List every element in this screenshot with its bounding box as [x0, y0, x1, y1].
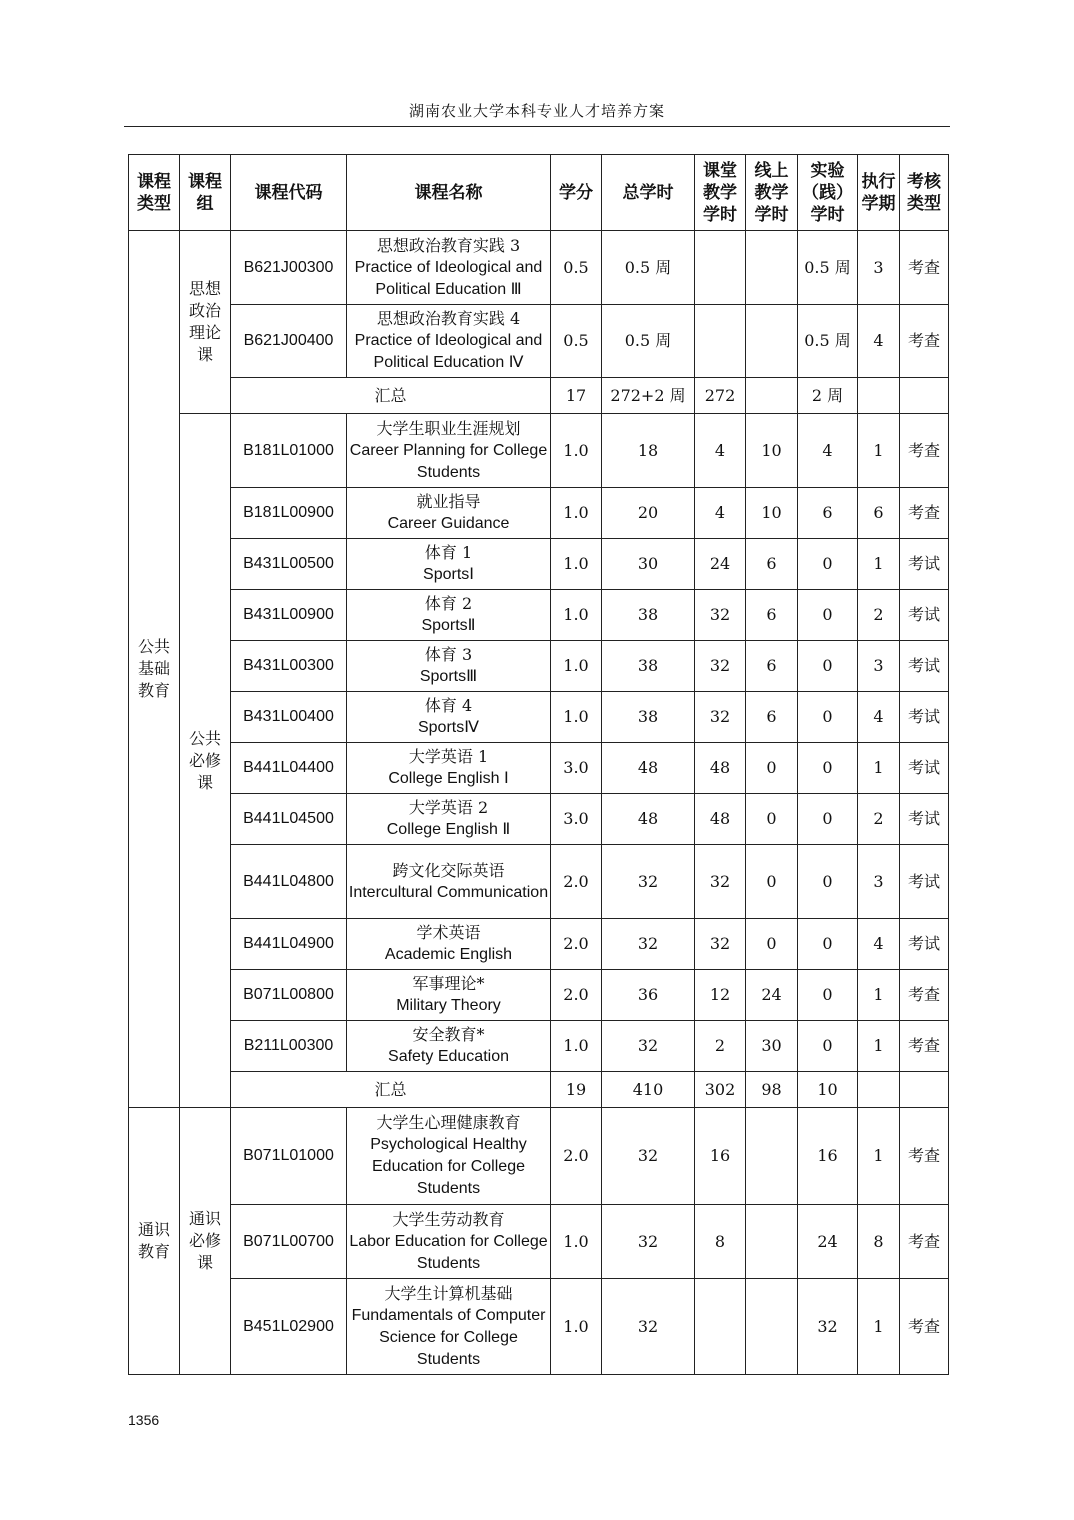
- course-name-cn: 大学生劳动教育: [392, 1209, 505, 1229]
- term-cell: 1: [858, 970, 900, 1021]
- course-code: B621J00300: [231, 231, 347, 305]
- table-header-row: [129, 155, 949, 231]
- course-name-en: College English Ⅰ: [388, 770, 509, 787]
- table-row: [129, 794, 949, 845]
- course-name: [347, 590, 551, 641]
- class-hours-cell: [695, 1279, 746, 1375]
- col-code-header: 课程代码: [231, 155, 347, 231]
- course-code: B181L01000: [231, 414, 347, 488]
- total-hours-cell: 32: [602, 845, 695, 919]
- credit-cell: 3.0: [551, 794, 602, 845]
- course-code: B071L00800: [231, 970, 347, 1021]
- assessment-cell: 考试: [900, 919, 949, 970]
- table-row: [129, 641, 949, 692]
- col-name-header: 课程名称: [347, 155, 551, 231]
- table-row: [129, 590, 949, 641]
- course-name-en: Safety Education: [388, 1048, 509, 1065]
- practice-hours-cell: 0: [798, 641, 858, 692]
- credit-cell: 1.0: [551, 488, 602, 539]
- group-ideology: 思想 政治 理论 课: [180, 231, 231, 414]
- credit-cell: 3.0: [551, 743, 602, 794]
- total-hours-cell: 48: [602, 794, 695, 845]
- practice-hours-cell: 0: [798, 919, 858, 970]
- online-hours-cell: [746, 231, 798, 305]
- online-hours-cell: 24: [746, 970, 798, 1021]
- table-row: [129, 1108, 949, 1205]
- assessment-cell: 考查: [900, 1279, 949, 1375]
- course-name: [347, 1021, 551, 1072]
- total-hours-cell: 32: [602, 1205, 695, 1279]
- assessment-cell: 考查: [900, 970, 949, 1021]
- practice-hours-cell: 32: [798, 1279, 858, 1375]
- course-name-cn: 体育 4: [424, 696, 473, 715]
- col-group-header: 课程 组: [180, 155, 231, 231]
- assessment-cell: 考试: [900, 743, 949, 794]
- total-hours-cell: 32: [602, 1021, 695, 1072]
- credit-cell: 1.0: [551, 692, 602, 743]
- total-hours-cell: 32: [602, 1108, 695, 1205]
- credit-cell: 2.0: [551, 1108, 602, 1205]
- class-hours-cell: 4: [695, 414, 746, 488]
- term-cell: 1: [858, 1021, 900, 1072]
- online-hours-cell: [746, 1108, 798, 1205]
- course-name: [347, 1205, 551, 1279]
- online-hours-cell: 6: [746, 641, 798, 692]
- course-name: [347, 488, 551, 539]
- table-row: [129, 1279, 949, 1375]
- table-row: [129, 1021, 949, 1072]
- course-name: [347, 919, 551, 970]
- total-hours-cell: 38: [602, 641, 695, 692]
- course-code: B071L00700: [231, 1205, 347, 1279]
- page-header: 湖南农业大学本科专业人才培养方案: [124, 100, 950, 127]
- term-cell: 3: [858, 845, 900, 919]
- course-name-cn: 体育 3: [424, 645, 473, 664]
- online-hours-cell: 30: [746, 1021, 798, 1072]
- class-hours-cell: 48: [695, 794, 746, 845]
- credit-cell: 1.0: [551, 590, 602, 641]
- category-general: 通识 教育: [129, 1108, 180, 1375]
- course-code: B441L04400: [231, 743, 347, 794]
- summary-term: [858, 1072, 900, 1108]
- course-code: B621J00400: [231, 305, 347, 378]
- course-name-en: Career Guidance: [387, 515, 510, 532]
- course-name-en: Career Planning for College Students: [349, 441, 548, 481]
- term-cell: 3: [858, 641, 900, 692]
- table-row: [129, 414, 949, 488]
- total-hours-cell: 36: [602, 970, 695, 1021]
- practice-hours-cell: 0.5 周: [798, 305, 858, 378]
- credit-cell: 2.0: [551, 919, 602, 970]
- course-name-cn: 安全教育*: [412, 1025, 485, 1044]
- total-hours-cell: 0.5 周: [602, 305, 695, 378]
- practice-hours-cell: 0: [798, 794, 858, 845]
- col-term-header: 执行 学期: [858, 155, 900, 231]
- assessment-cell: 考查: [900, 231, 949, 305]
- course-name-en: Labor Education for College Students: [349, 1232, 548, 1272]
- col-assessment-header: 考核 类型: [900, 155, 949, 231]
- summary-credit: 17: [551, 378, 602, 414]
- course-code: B071L01000: [231, 1108, 347, 1205]
- course-name: [347, 794, 551, 845]
- col-class-hours-header: 课堂 教学 学时: [695, 155, 746, 231]
- credit-cell: 2.0: [551, 970, 602, 1021]
- summary-term: [858, 378, 900, 414]
- practice-hours-cell: 24: [798, 1205, 858, 1279]
- course-name: [347, 231, 551, 305]
- assessment-cell: 考查: [900, 414, 949, 488]
- course-code: B451L02900: [231, 1279, 347, 1375]
- term-cell: 1: [858, 414, 900, 488]
- course-name-en: SportsⅣ: [417, 719, 479, 736]
- term-cell: 4: [858, 919, 900, 970]
- table-row: [129, 743, 949, 794]
- table-row: [129, 539, 949, 590]
- online-hours-cell: 0: [746, 794, 798, 845]
- table-row: [129, 845, 949, 919]
- course-code: B441L04800: [231, 845, 347, 919]
- course-name-en: SportsⅠ: [423, 566, 474, 583]
- class-hours-cell: 12: [695, 970, 746, 1021]
- course-name-en: SportsⅢ: [419, 668, 478, 685]
- summary-assessment: [900, 378, 949, 414]
- course-name: [347, 743, 551, 794]
- course-name-en: Practice of Ideological and Political Education Ⅲ: [354, 258, 543, 298]
- assessment-cell: 考查: [900, 1108, 949, 1205]
- category-public-basic: 公共 基础 教育: [129, 231, 180, 1108]
- course-name-cn: 大学生职业生涯规划: [376, 418, 521, 438]
- class-hours-cell: 4: [695, 488, 746, 539]
- summary-label: 汇总: [231, 378, 551, 414]
- summary-credit: 19: [551, 1072, 602, 1108]
- credit-cell: 1.0: [551, 1205, 602, 1279]
- table-row: [129, 919, 949, 970]
- course-name-cn: 学术英语: [416, 923, 481, 942]
- practice-hours-cell: 0: [798, 539, 858, 590]
- total-hours-cell: 38: [602, 590, 695, 641]
- practice-hours-cell: 0: [798, 743, 858, 794]
- course-name-en: Academic English: [384, 946, 513, 963]
- credit-cell: 1.0: [551, 414, 602, 488]
- col-category-header: 课程 类型: [129, 155, 180, 231]
- course-name-cn: 大学生心理健康教育: [376, 1113, 521, 1132]
- total-hours-cell: 32: [602, 1279, 695, 1375]
- summary-total-hours: 272+2 周: [602, 378, 695, 414]
- total-hours-cell: 48: [602, 743, 695, 794]
- practice-hours-cell: 4: [798, 414, 858, 488]
- summary-online-hours: [746, 378, 798, 414]
- course-name-cn: 跨文化交际英语: [392, 860, 505, 880]
- course-name-cn: 就业指导: [416, 492, 481, 511]
- credit-cell: 0.5: [551, 231, 602, 305]
- practice-hours-cell: 0: [798, 970, 858, 1021]
- course-code: B431L00300: [231, 641, 347, 692]
- term-cell: 1: [858, 743, 900, 794]
- class-hours-cell: 32: [695, 919, 746, 970]
- course-name-cn: 体育 2: [424, 594, 473, 613]
- term-cell: 6: [858, 488, 900, 539]
- term-cell: 4: [858, 692, 900, 743]
- practice-hours-cell: 16: [798, 1108, 858, 1205]
- summary-total-hours: 410: [602, 1072, 695, 1108]
- col-online-hours-header: 线上 教学 学时: [746, 155, 798, 231]
- assessment-cell: 考查: [900, 1021, 949, 1072]
- online-hours-cell: [746, 1279, 798, 1375]
- term-cell: 2: [858, 590, 900, 641]
- course-name-cn: 大学英语 1: [408, 747, 489, 766]
- online-hours-cell: [746, 1205, 798, 1279]
- summary-practice-hours: 2 周: [798, 378, 858, 414]
- summary-class-hours: 302: [695, 1072, 746, 1108]
- class-hours-cell: 32: [695, 692, 746, 743]
- online-hours-cell: [746, 305, 798, 378]
- course-code: B441L04900: [231, 919, 347, 970]
- course-name-en: Intercultural Communication: [348, 883, 549, 901]
- total-hours-cell: 20: [602, 488, 695, 539]
- course-name-cn: 思想政治教育实践 3: [376, 235, 521, 255]
- summary-class-hours: 272: [695, 378, 746, 414]
- course-code: B431L00900: [231, 590, 347, 641]
- online-hours-cell: 0: [746, 845, 798, 919]
- assessment-cell: 考试: [900, 794, 949, 845]
- online-hours-cell: 0: [746, 919, 798, 970]
- course-code: B181L00900: [231, 488, 347, 539]
- course-name: [347, 641, 551, 692]
- term-cell: 1: [858, 539, 900, 590]
- assessment-cell: 考试: [900, 692, 949, 743]
- table-row: [129, 231, 949, 305]
- col-credit-header: 学分: [551, 155, 602, 231]
- credit-cell: 1.0: [551, 539, 602, 590]
- summary-row: [129, 378, 949, 414]
- practice-hours-cell: 0.5 周: [798, 231, 858, 305]
- course-name: [347, 1108, 551, 1205]
- class-hours-cell: 32: [695, 641, 746, 692]
- online-hours-cell: 6: [746, 539, 798, 590]
- course-code: B431L00500: [231, 539, 347, 590]
- practice-hours-cell: 0: [798, 590, 858, 641]
- course-name-cn: 军事理论*: [412, 974, 485, 993]
- course-code: B431L00400: [231, 692, 347, 743]
- practice-hours-cell: 0: [798, 1021, 858, 1072]
- table-row: [129, 488, 949, 539]
- course-name-en: Practice of Ideological and Political Education Ⅳ: [354, 332, 543, 371]
- course-name: [347, 414, 551, 488]
- term-cell: 3: [858, 231, 900, 305]
- course-code: B211L00300: [231, 1021, 347, 1072]
- class-hours-cell: [695, 305, 746, 378]
- summary-online-hours: 98: [746, 1072, 798, 1108]
- course-name: [347, 539, 551, 590]
- online-hours-cell: 10: [746, 414, 798, 488]
- assessment-cell: 考查: [900, 488, 949, 539]
- summary-practice-hours: 10: [798, 1072, 858, 1108]
- total-hours-cell: 30: [602, 539, 695, 590]
- group-public-required: 公共 必修 课: [180, 414, 231, 1108]
- online-hours-cell: 6: [746, 692, 798, 743]
- course-name-cn: 大学生计算机基础: [384, 1283, 513, 1303]
- total-hours-cell: 0.5 周: [602, 231, 695, 305]
- table-row: [129, 1205, 949, 1279]
- class-hours-cell: 2: [695, 1021, 746, 1072]
- course-name-cn: 体育 1: [424, 543, 473, 562]
- course-name-en: Fundamentals of Computer Science for College Students: [351, 1306, 546, 1368]
- course-name: [347, 970, 551, 1021]
- table-row: [129, 970, 949, 1021]
- course-name: [347, 692, 551, 743]
- practice-hours-cell: 0: [798, 845, 858, 919]
- col-total-header: 总学时: [602, 155, 695, 231]
- course-name: [347, 305, 551, 378]
- class-hours-cell: 32: [695, 590, 746, 641]
- class-hours-cell: 24: [695, 539, 746, 590]
- online-hours-cell: 6: [746, 590, 798, 641]
- course-code: B441L04500: [231, 794, 347, 845]
- credit-cell: 2.0: [551, 845, 602, 919]
- credit-cell: 1.0: [551, 641, 602, 692]
- credit-cell: 1.0: [551, 1279, 602, 1375]
- assessment-cell: 考试: [900, 641, 949, 692]
- term-cell: 4: [858, 305, 900, 378]
- group-general-required: 通识 必修 课: [180, 1108, 231, 1375]
- assessment-cell: 考查: [900, 305, 949, 378]
- class-hours-cell: 32: [695, 845, 746, 919]
- total-hours-cell: 18: [602, 414, 695, 488]
- summary-assessment: [900, 1072, 949, 1108]
- summary-label: 汇总: [231, 1072, 551, 1108]
- class-hours-cell: 48: [695, 743, 746, 794]
- table-row: [129, 305, 949, 378]
- online-hours-cell: 10: [746, 488, 798, 539]
- total-hours-cell: 32: [602, 919, 695, 970]
- total-hours-cell: 38: [602, 692, 695, 743]
- course-name-cn: 思想政治教育实践 4: [376, 309, 521, 328]
- summary-row: [129, 1072, 949, 1108]
- term-cell: 8: [858, 1205, 900, 1279]
- course-name: [347, 1279, 551, 1375]
- class-hours-cell: [695, 231, 746, 305]
- course-name: [347, 845, 551, 919]
- assessment-cell: 考试: [900, 590, 949, 641]
- online-hours-cell: 0: [746, 743, 798, 794]
- practice-hours-cell: 0: [798, 692, 858, 743]
- course-name-en: Military Theory: [396, 997, 501, 1014]
- credit-cell: 1.0: [551, 1021, 602, 1072]
- assessment-cell: 考查: [900, 1205, 949, 1279]
- assessment-cell: 考试: [900, 539, 949, 590]
- course-name-en: College English Ⅱ: [386, 821, 511, 838]
- class-hours-cell: 8: [695, 1205, 746, 1279]
- term-cell: 1: [858, 1108, 900, 1205]
- page-number: 1356: [128, 1412, 160, 1428]
- class-hours-cell: 16: [695, 1108, 746, 1205]
- col-practice-hours-header: 实验 （践） 学时: [798, 155, 858, 231]
- course-name-en: SportsⅡ: [421, 617, 476, 634]
- term-cell: 1: [858, 1279, 900, 1375]
- practice-hours-cell: 6: [798, 488, 858, 539]
- course-name-cn: 大学英语 2: [408, 798, 489, 817]
- course-name-en: Psychological Healthy Education for College Students: [370, 1136, 527, 1197]
- table-row: [129, 692, 949, 743]
- assessment-cell: 考试: [900, 845, 949, 919]
- credit-cell: 0.5: [551, 305, 602, 378]
- term-cell: 2: [858, 794, 900, 845]
- curriculum-table: [128, 154, 949, 1375]
